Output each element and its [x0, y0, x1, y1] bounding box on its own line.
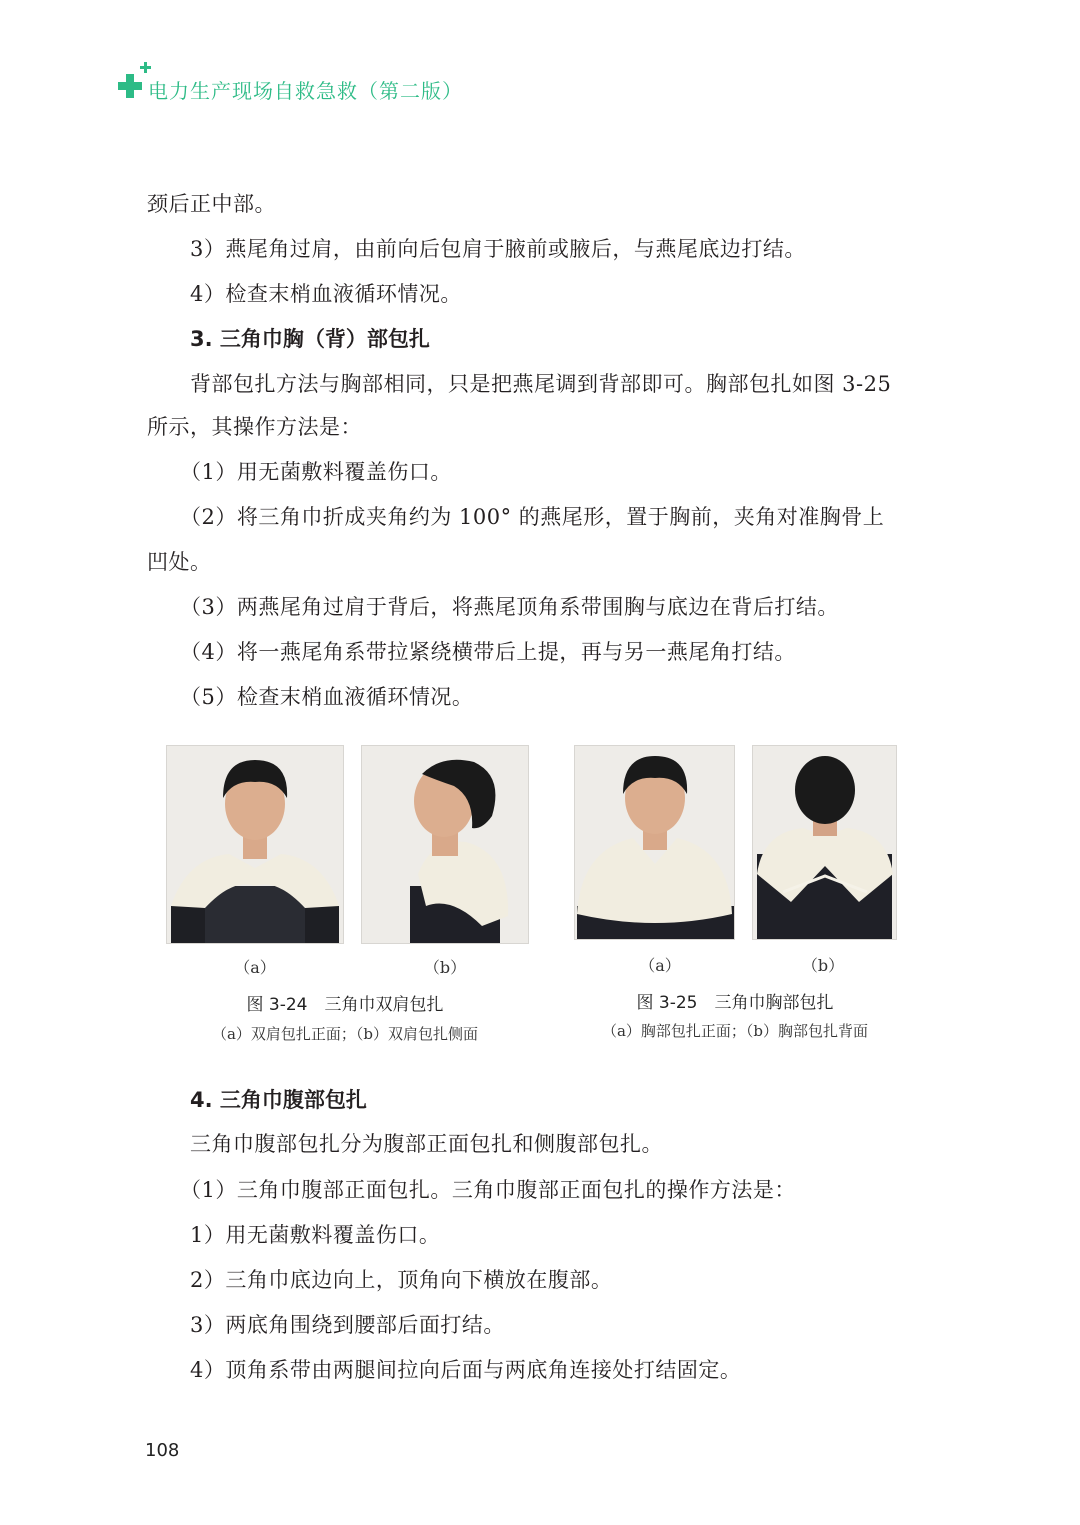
- paragraph-line: （1）用无菌敷料覆盖伤口。: [180, 460, 452, 484]
- paragraph-line: 三角巾腹部包扎分为腹部正面包扎和侧腹部包扎。: [190, 1132, 663, 1156]
- section-heading: 4. 三角巾腹部包扎: [190, 1088, 367, 1112]
- photo-shoulder-bandage-side: [361, 745, 529, 944]
- paragraph-line: （5）检查末梢血液循环情况。: [180, 685, 474, 709]
- photo-shoulder-bandage-front: [166, 745, 344, 944]
- paragraph-line: 4）顶角系带由两腿间拉向后面与两底角连接处打结固定。: [190, 1358, 742, 1382]
- paragraph-line: 颈后正中部。: [147, 192, 276, 216]
- paragraph-line: 3）两底角围绕到腰部后面打结。: [190, 1313, 505, 1337]
- paragraph-line: 2）三角巾底边向上，顶角向下横放在腹部。: [190, 1268, 613, 1292]
- plus-cross-icon: [118, 74, 142, 98]
- small-plus-icon: [140, 62, 151, 73]
- paragraph-line: 4）检查末梢血液循环情况。: [190, 282, 462, 306]
- paragraph-line: （4）将一燕尾角系带拉紧绕横带后上提，再与另一燕尾角打结。: [180, 640, 796, 664]
- paragraph-line: 3）燕尾角过肩，由前向后包肩于腋前或腋后，与燕尾底边打结。: [190, 237, 806, 261]
- paragraph-line: 所示，其操作方法是：: [147, 415, 362, 439]
- figure-caption: （a）双肩包扎正面；（b）双肩包扎侧面: [211, 1025, 479, 1043]
- book-title: 电力生产现场自救急救（第二版）: [148, 79, 463, 103]
- paragraph-line: （2）将三角巾折成夹角约为 100° 的燕尾形，置于胸前，夹角对准胸骨上: [180, 505, 885, 529]
- section-heading: 3. 三角巾胸（背）部包扎: [190, 327, 430, 351]
- page-number: 108: [145, 1440, 180, 1461]
- photo-chest-bandage-front: [574, 745, 735, 940]
- figure-caption: （a）胸部包扎正面；（b）胸部包扎背面: [601, 1022, 869, 1040]
- paragraph-line: 背部包扎方法与胸部相同，只是把燕尾调到背部即可。胸部包扎如图 3-25: [190, 372, 892, 396]
- subfigure-label: （b）: [423, 958, 467, 977]
- subfigure-label: （b）: [801, 956, 845, 975]
- figure-title: 图 3-25 三角巾胸部包扎: [636, 993, 834, 1013]
- subfigure-label: （a）: [234, 958, 276, 977]
- subfigure-label: （a）: [639, 956, 681, 975]
- figure-title: 图 3-24 三角巾双肩包扎: [246, 995, 444, 1015]
- paragraph-line: （1）三角巾腹部正面包扎。三角巾腹部正面包扎的操作方法是：: [180, 1178, 796, 1202]
- photo-chest-bandage-back: [752, 745, 897, 940]
- paragraph-line: 凹处。: [147, 550, 212, 574]
- paragraph-line: （3）两燕尾角过肩于背后，将燕尾顶角系带围胸与底边在背后打结。: [180, 595, 839, 619]
- paragraph-line: 1）用无菌敷料覆盖伤口。: [190, 1223, 441, 1247]
